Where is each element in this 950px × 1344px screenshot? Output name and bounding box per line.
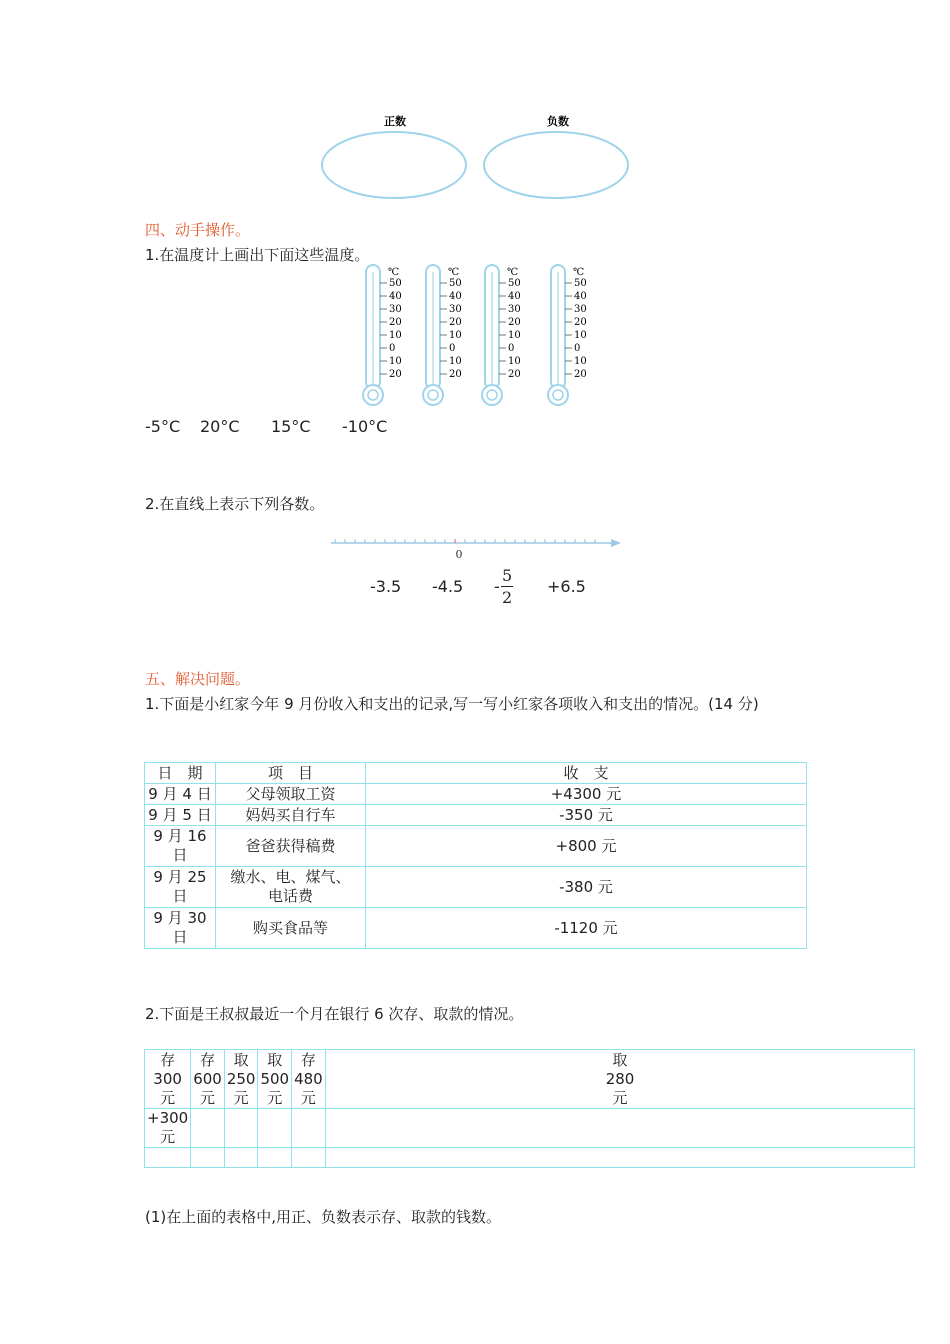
temp-label: 20°C [200, 417, 240, 436]
section4-title: 四、动手操作。 [145, 221, 251, 239]
answer-cell[interactable] [191, 1148, 225, 1168]
thermometer-scale-label: 40 [449, 291, 462, 302]
thermometer-unit: ℃ [507, 267, 519, 278]
header-deposit-300: 存 300 元 [145, 1050, 191, 1109]
cell-amount: +800 元 [366, 826, 807, 867]
number-to-plot: -4.5 [432, 577, 464, 596]
thermometer-scale-label: 50 [449, 278, 462, 289]
section4-q1: 1.在温度计上画出下面这些温度。 [145, 246, 370, 264]
cell-item: 爸爸获得稿费 [216, 826, 366, 867]
thermometer-unit: ℃ [448, 267, 460, 278]
section5-title: 五、解决问题。 [145, 670, 251, 688]
thermometer-scale-label: 20 [508, 317, 521, 328]
header-deposit-480: 存 480 元 [292, 1050, 326, 1109]
thermometer-scale-label: 30 [449, 304, 462, 315]
header-withdraw-280: 取 280 元 [325, 1050, 915, 1109]
cell-item: 父母领取工资 [216, 784, 366, 805]
thermometer-scale-label: 0 [508, 343, 515, 354]
negative-oval [484, 132, 628, 198]
thermometer-scale-label: 20 [574, 369, 587, 380]
answer-cell[interactable]: +300 元 [145, 1109, 191, 1148]
cell-date: 9 月 25 日 [145, 867, 216, 908]
answer-cell[interactable] [325, 1109, 915, 1148]
answer-cell[interactable] [145, 1148, 191, 1168]
number-to-plot: +6.5 [547, 577, 586, 596]
thermometer-scale-label: 0 [574, 343, 581, 354]
positive-oval [322, 132, 466, 198]
thermometer-scale-label: 10 [449, 356, 462, 367]
thermometer-scale-label: 10 [449, 330, 462, 341]
thermometer-scale-label: 30 [389, 304, 402, 315]
thermometer-scale-label: 50 [508, 278, 521, 289]
positive-label: 正数 [384, 115, 406, 128]
number-line[interactable] [325, 532, 625, 562]
thermometer[interactable] [421, 262, 471, 410]
thermometer-scale-label: 10 [389, 330, 402, 341]
thermometer-scale-label: 40 [574, 291, 587, 302]
thermometer-scale-label: 50 [574, 278, 587, 289]
thermometer-bulb [548, 385, 568, 405]
cell-amount: -380 元 [366, 867, 807, 908]
header-amount: 收 支 [366, 763, 807, 784]
header-item: 项 目 [216, 763, 366, 784]
thermometer-scale-label: 10 [574, 330, 587, 341]
thermometer-bulb [363, 385, 383, 405]
thermometer[interactable] [546, 262, 596, 410]
thermometer-scale-label: 20 [508, 369, 521, 380]
thermometer-scale-label: 30 [574, 304, 587, 315]
thermometer-scale-label: 10 [508, 330, 521, 341]
header-deposit-600: 存 600 元 [191, 1050, 225, 1109]
income-expense-table [144, 762, 807, 949]
section5-q2: 2.下面是王叔叔最近一个月在银行 6 次存、取款的情况。 [145, 1005, 524, 1023]
fraction-denominator: 2 [502, 588, 513, 607]
cell-amount: -350 元 [366, 805, 807, 826]
thermometer[interactable] [480, 262, 530, 410]
section5-q1: 1.下面是小红家今年 9 月份收入和支出的记录,写一写小红家各项收入和支出的情况。(14 分) [145, 695, 759, 713]
cell-date: 9 月 30 日 [145, 908, 216, 949]
answer-cell[interactable] [292, 1148, 326, 1168]
thermometer-scale-label: 40 [508, 291, 521, 302]
thermometer-scale-label: 30 [508, 304, 521, 315]
thermometer-scale-label: 20 [389, 317, 402, 328]
temp-label: 15°C [271, 417, 311, 436]
cell-date: 9 月 16 日 [145, 826, 216, 867]
bank-record-table [144, 1049, 915, 1168]
thermometer-bulb [423, 385, 443, 405]
answer-cell[interactable] [224, 1148, 258, 1168]
thermometer-scale-label: 20 [389, 369, 402, 380]
fraction-numerator: 5 [502, 566, 513, 585]
thermometer-scale-label: 10 [574, 356, 587, 367]
cell-item: 缴水、电、煤气、电话费 [216, 867, 366, 908]
answer-cell[interactable] [292, 1109, 326, 1148]
thermometer-scale-label: 0 [389, 343, 396, 354]
number-classification-ovals [310, 108, 640, 208]
fraction-sign: - [494, 577, 500, 596]
thermometer-scale-label: 0 [449, 343, 456, 354]
section5-sub1: (1)在上面的表格中,用正、负数表示存、取款的钱数。 [145, 1208, 502, 1226]
cell-item: 妈妈买自行车 [216, 805, 366, 826]
negative-label: 负数 [547, 115, 569, 128]
thermometer[interactable] [361, 262, 411, 410]
answer-cell[interactable] [258, 1109, 292, 1148]
thermometer-bulb [482, 385, 502, 405]
header-date: 日 期 [145, 763, 216, 784]
thermometer-scale-label: 20 [449, 317, 462, 328]
header-withdraw-250: 取 250 元 [224, 1050, 258, 1109]
thermometer-scale-label: 10 [508, 356, 521, 367]
thermometer-scale-label: 10 [389, 356, 402, 367]
number-to-plot: -3.5 [370, 577, 402, 596]
answer-cell[interactable] [191, 1109, 225, 1148]
answer-cell[interactable] [224, 1109, 258, 1148]
answer-cell[interactable] [325, 1148, 915, 1168]
section4-q2: 2.在直线上表示下列各数。 [145, 495, 325, 513]
thermometer-unit: ℃ [573, 267, 585, 278]
thermometer-unit: ℃ [388, 267, 400, 278]
thermometer-scale-label: 20 [574, 317, 587, 328]
cell-item: 购买食品等 [216, 908, 366, 949]
temp-label: -5°C [145, 417, 181, 436]
answer-cell[interactable] [258, 1148, 292, 1168]
cell-amount: -1120 元 [366, 908, 807, 949]
thermometer-scale-label: 40 [389, 291, 402, 302]
zero-label: 0 [455, 548, 463, 561]
cell-amount: +4300 元 [366, 784, 807, 805]
thermometer-scale-label: 20 [449, 369, 462, 380]
temp-label: -10°C [342, 417, 388, 436]
cell-date: 9 月 5 日 [145, 805, 216, 826]
header-withdraw-500: 取 500 元 [258, 1050, 292, 1109]
cell-date: 9 月 4 日 [145, 784, 216, 805]
thermometer-scale-label: 50 [389, 278, 402, 289]
